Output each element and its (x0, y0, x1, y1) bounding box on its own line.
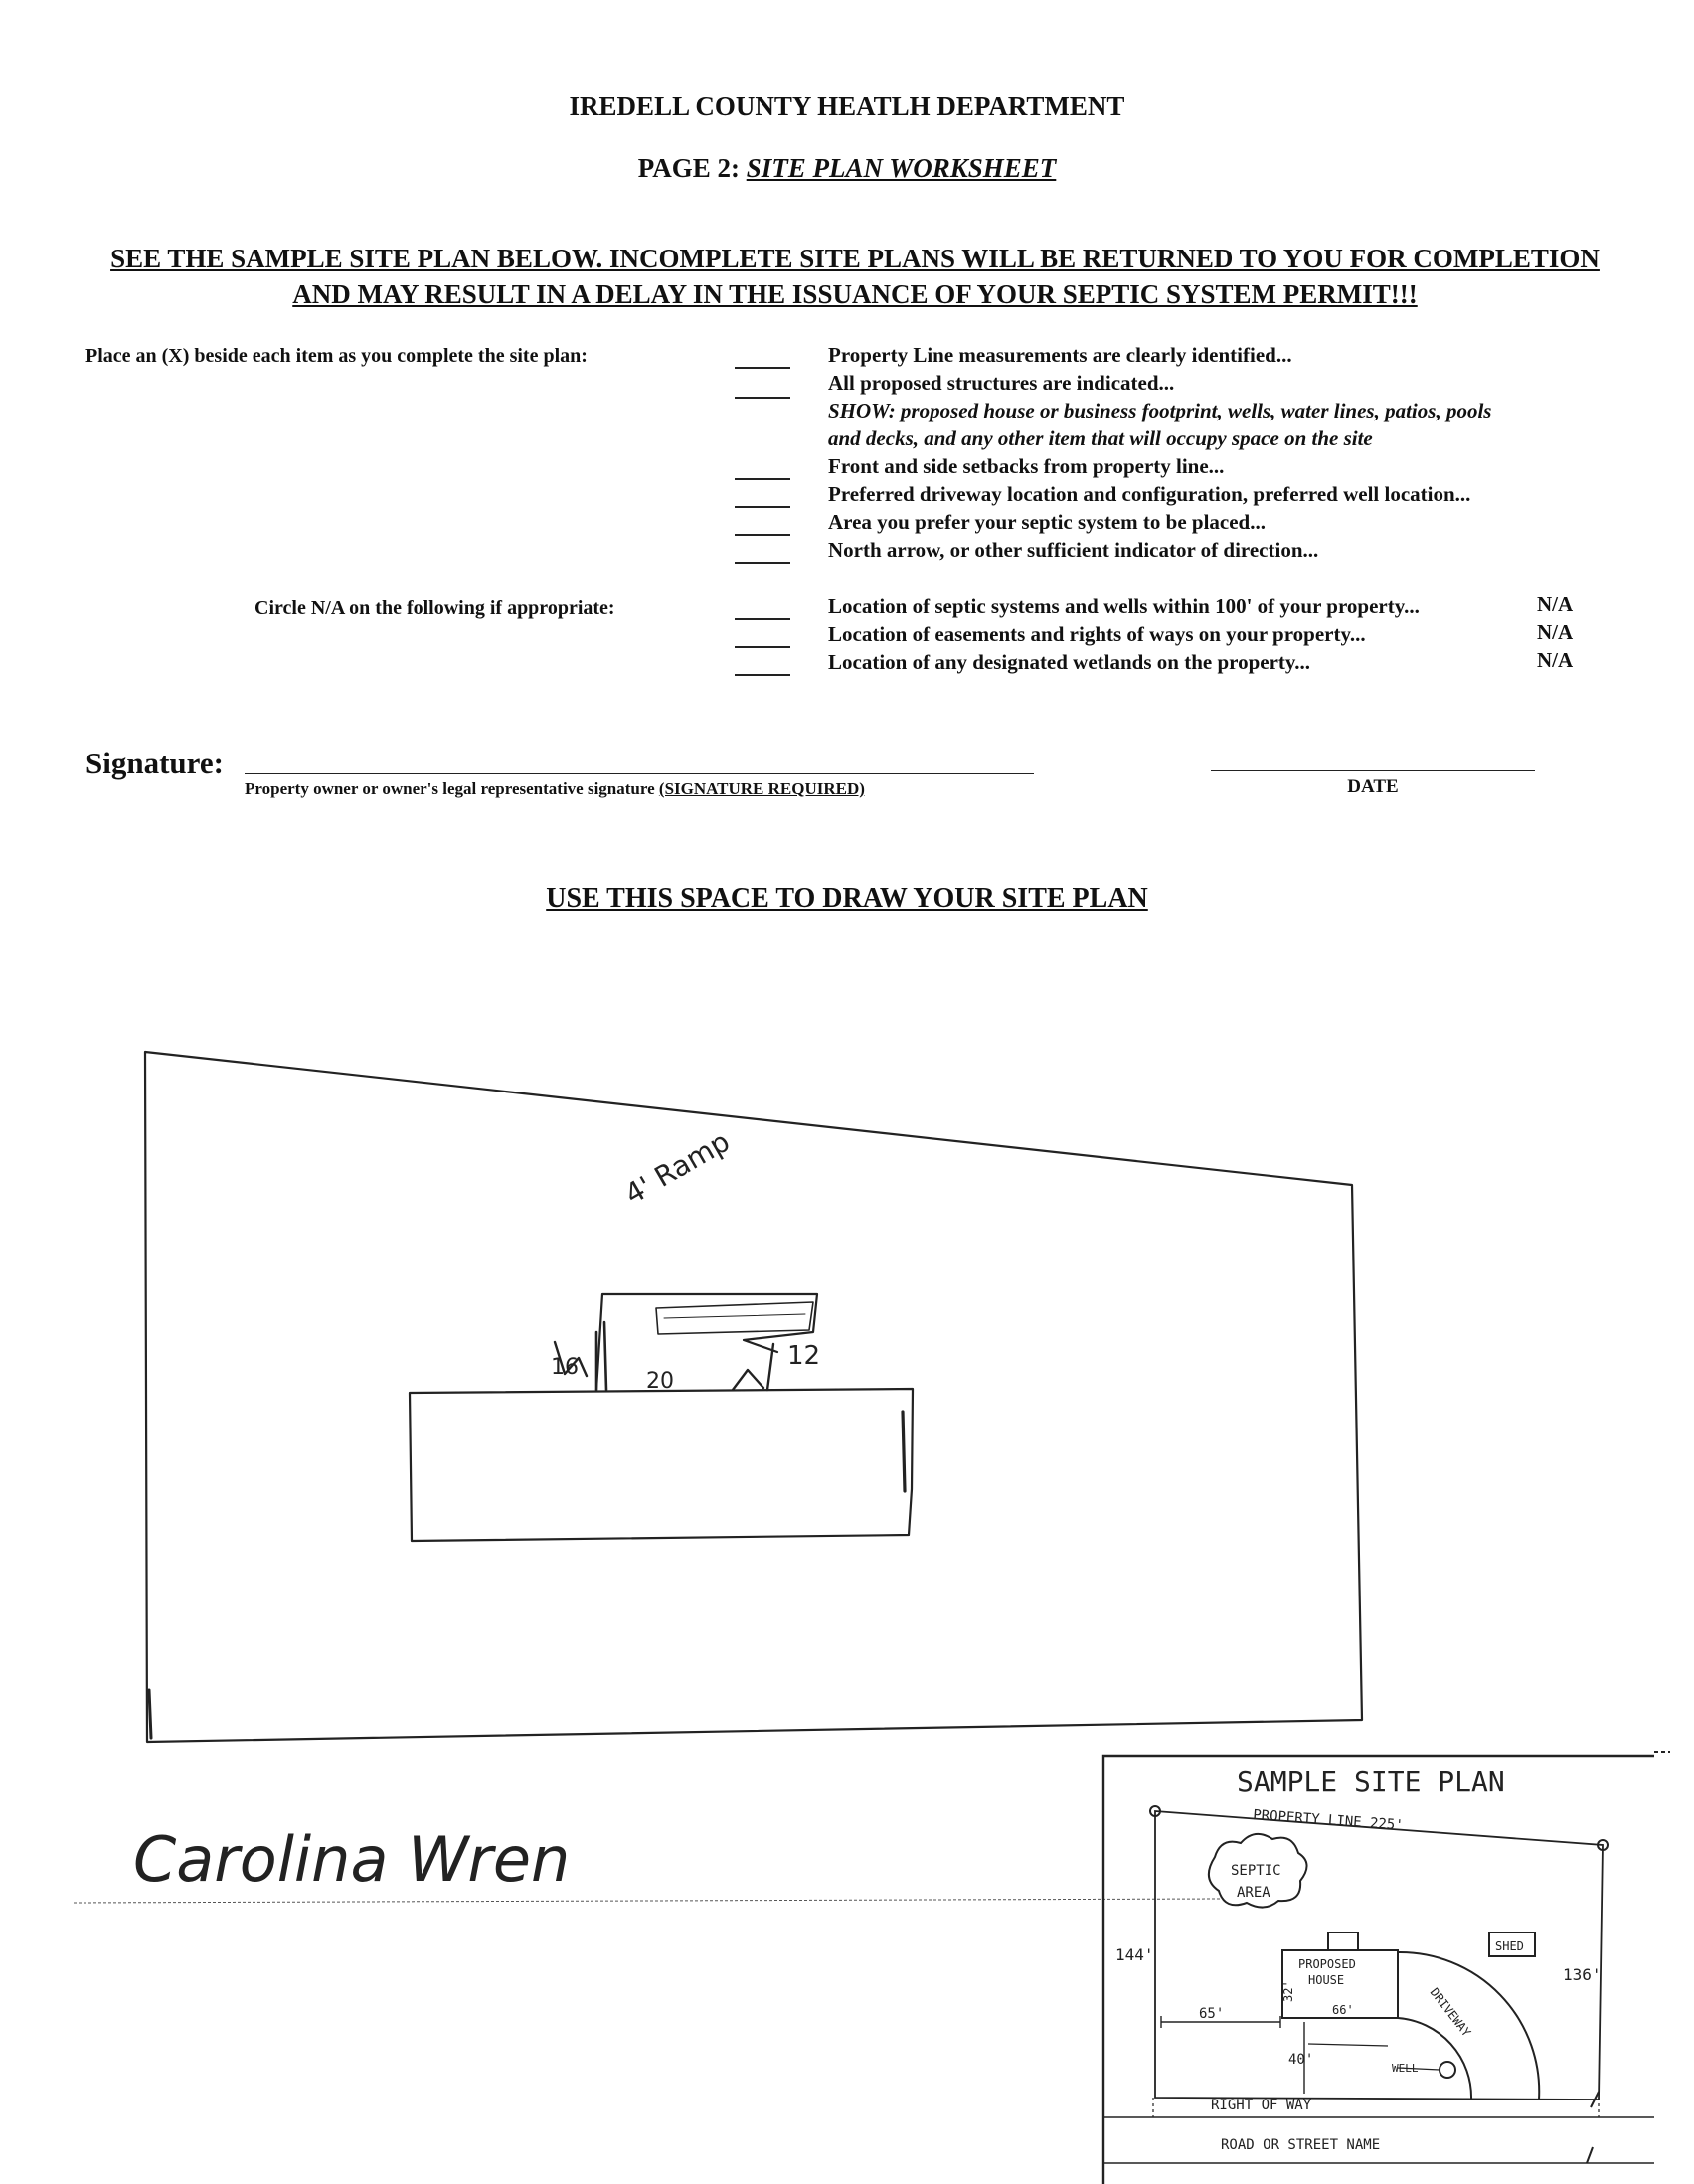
handwritten-owner-name: Carolina Wren (133, 1823, 571, 1896)
sample-depth-dimension: 32' (1281, 1980, 1295, 2002)
drawing-heading: USE THIS SPACE TO DRAW YOUR SITE PLAN (546, 883, 1148, 914)
checklist-item: All proposed structures are indicated... (828, 371, 1175, 395)
checklist-item-note: and decks, and any other item that will occupy space on the site (828, 426, 1373, 450)
sample-right-of-way: RIGHT OF WAY (1211, 2098, 1312, 2113)
na-item: Location of septic systems and wells within 100' of your property... (828, 594, 1420, 618)
sample-proposed-label: PROPOSED (1298, 1957, 1356, 1971)
deck-outline (596, 1294, 817, 1390)
worksheet-title: SITE PLAN WORKSHEET (746, 153, 1057, 183)
sample-front-dimension: 40' (1288, 2052, 1314, 2068)
sample-property-line: PROPERTY LINE 225' (1252, 1807, 1405, 1834)
checklist-item: Area you prefer your septic system to be placed... (828, 510, 1266, 534)
ramp-label: 4' Ramp (619, 1124, 736, 1212)
na-option[interactable]: N/A (1537, 592, 1574, 616)
checklist-item: North arrow, or other sufficient indicator of direction... (828, 538, 1319, 562)
sample-right-dimension: 136' (1563, 1965, 1602, 1984)
property-boundary (145, 1052, 1362, 1742)
sample-driveway-label: DRIVEWAY (1427, 1985, 1474, 2040)
checklist-item: Preferred driveway location and configuration, preferred well location... (828, 482, 1471, 506)
dimension-20: 20 (646, 1369, 674, 1394)
signature-label: Signature: (85, 746, 224, 780)
signature-caption-text: Property owner or owner's legal representative signature (245, 779, 655, 798)
sample-well-label: WELL (1392, 2062, 1419, 2075)
sample-house-label: HOUSE (1308, 1973, 1345, 1987)
dimension-16: 16 (551, 1355, 579, 1380)
checklist-instruction: Place an (X) beside each item as you complete the site plan: (85, 345, 588, 367)
na-item: Location of easements and rights of ways on your property... (828, 622, 1366, 646)
sample-side-dimension: 65' (1199, 2006, 1225, 2022)
date-label: DATE (1347, 776, 1399, 797)
sample-septic-label: SEPTIC (1231, 1863, 1281, 1879)
signature-required-note: (SIGNATURE REQUIRED) (658, 779, 865, 798)
na-instruction: Circle N/A on the following if appropriate: (254, 597, 615, 619)
checklist-item: Property Line measurements are clearly identified... (828, 343, 1292, 367)
incomplete-notice: SEE THE SAMPLE SITE PLAN BELOW. INCOMPLETE SITE PLANS WILL BE RETURNED TO YOU FOR COMPLETION AND MAY RESULT IN A DELAY IN THE ISSUANCE OF YOUR SEPTIC SYSTEM PERMIT!!! (110, 244, 1600, 309)
sample-left-dimension: 144' (1115, 1945, 1154, 1964)
sample-width-dimension: 66' (1332, 2003, 1354, 2017)
checklist-item: Front and side setbacks from property line... (828, 454, 1225, 478)
house-footprint (410, 1389, 913, 1541)
na-option[interactable]: N/A (1537, 620, 1574, 644)
checklist-item-note: SHOW: proposed house or business footprint, wells, water lines, patios, pools (828, 399, 1492, 422)
sample-road-label: ROAD OR STREET NAME (1221, 2137, 1381, 2153)
dimension-12: 12 (787, 1341, 821, 1371)
sample-area-label: AREA (1237, 1885, 1270, 1901)
sample-shed-label: SHED (1495, 1939, 1524, 1953)
page-label: PAGE 2: (637, 153, 740, 183)
na-option[interactable]: N/A (1537, 648, 1574, 672)
sample-plan-title: SAMPLE SITE PLAN (1237, 1765, 1505, 1798)
na-item: Location of any designated wetlands on the property... (828, 650, 1310, 674)
department-title: IREDELL COUNTY HEATLH DEPARTMENT (569, 91, 1125, 121)
